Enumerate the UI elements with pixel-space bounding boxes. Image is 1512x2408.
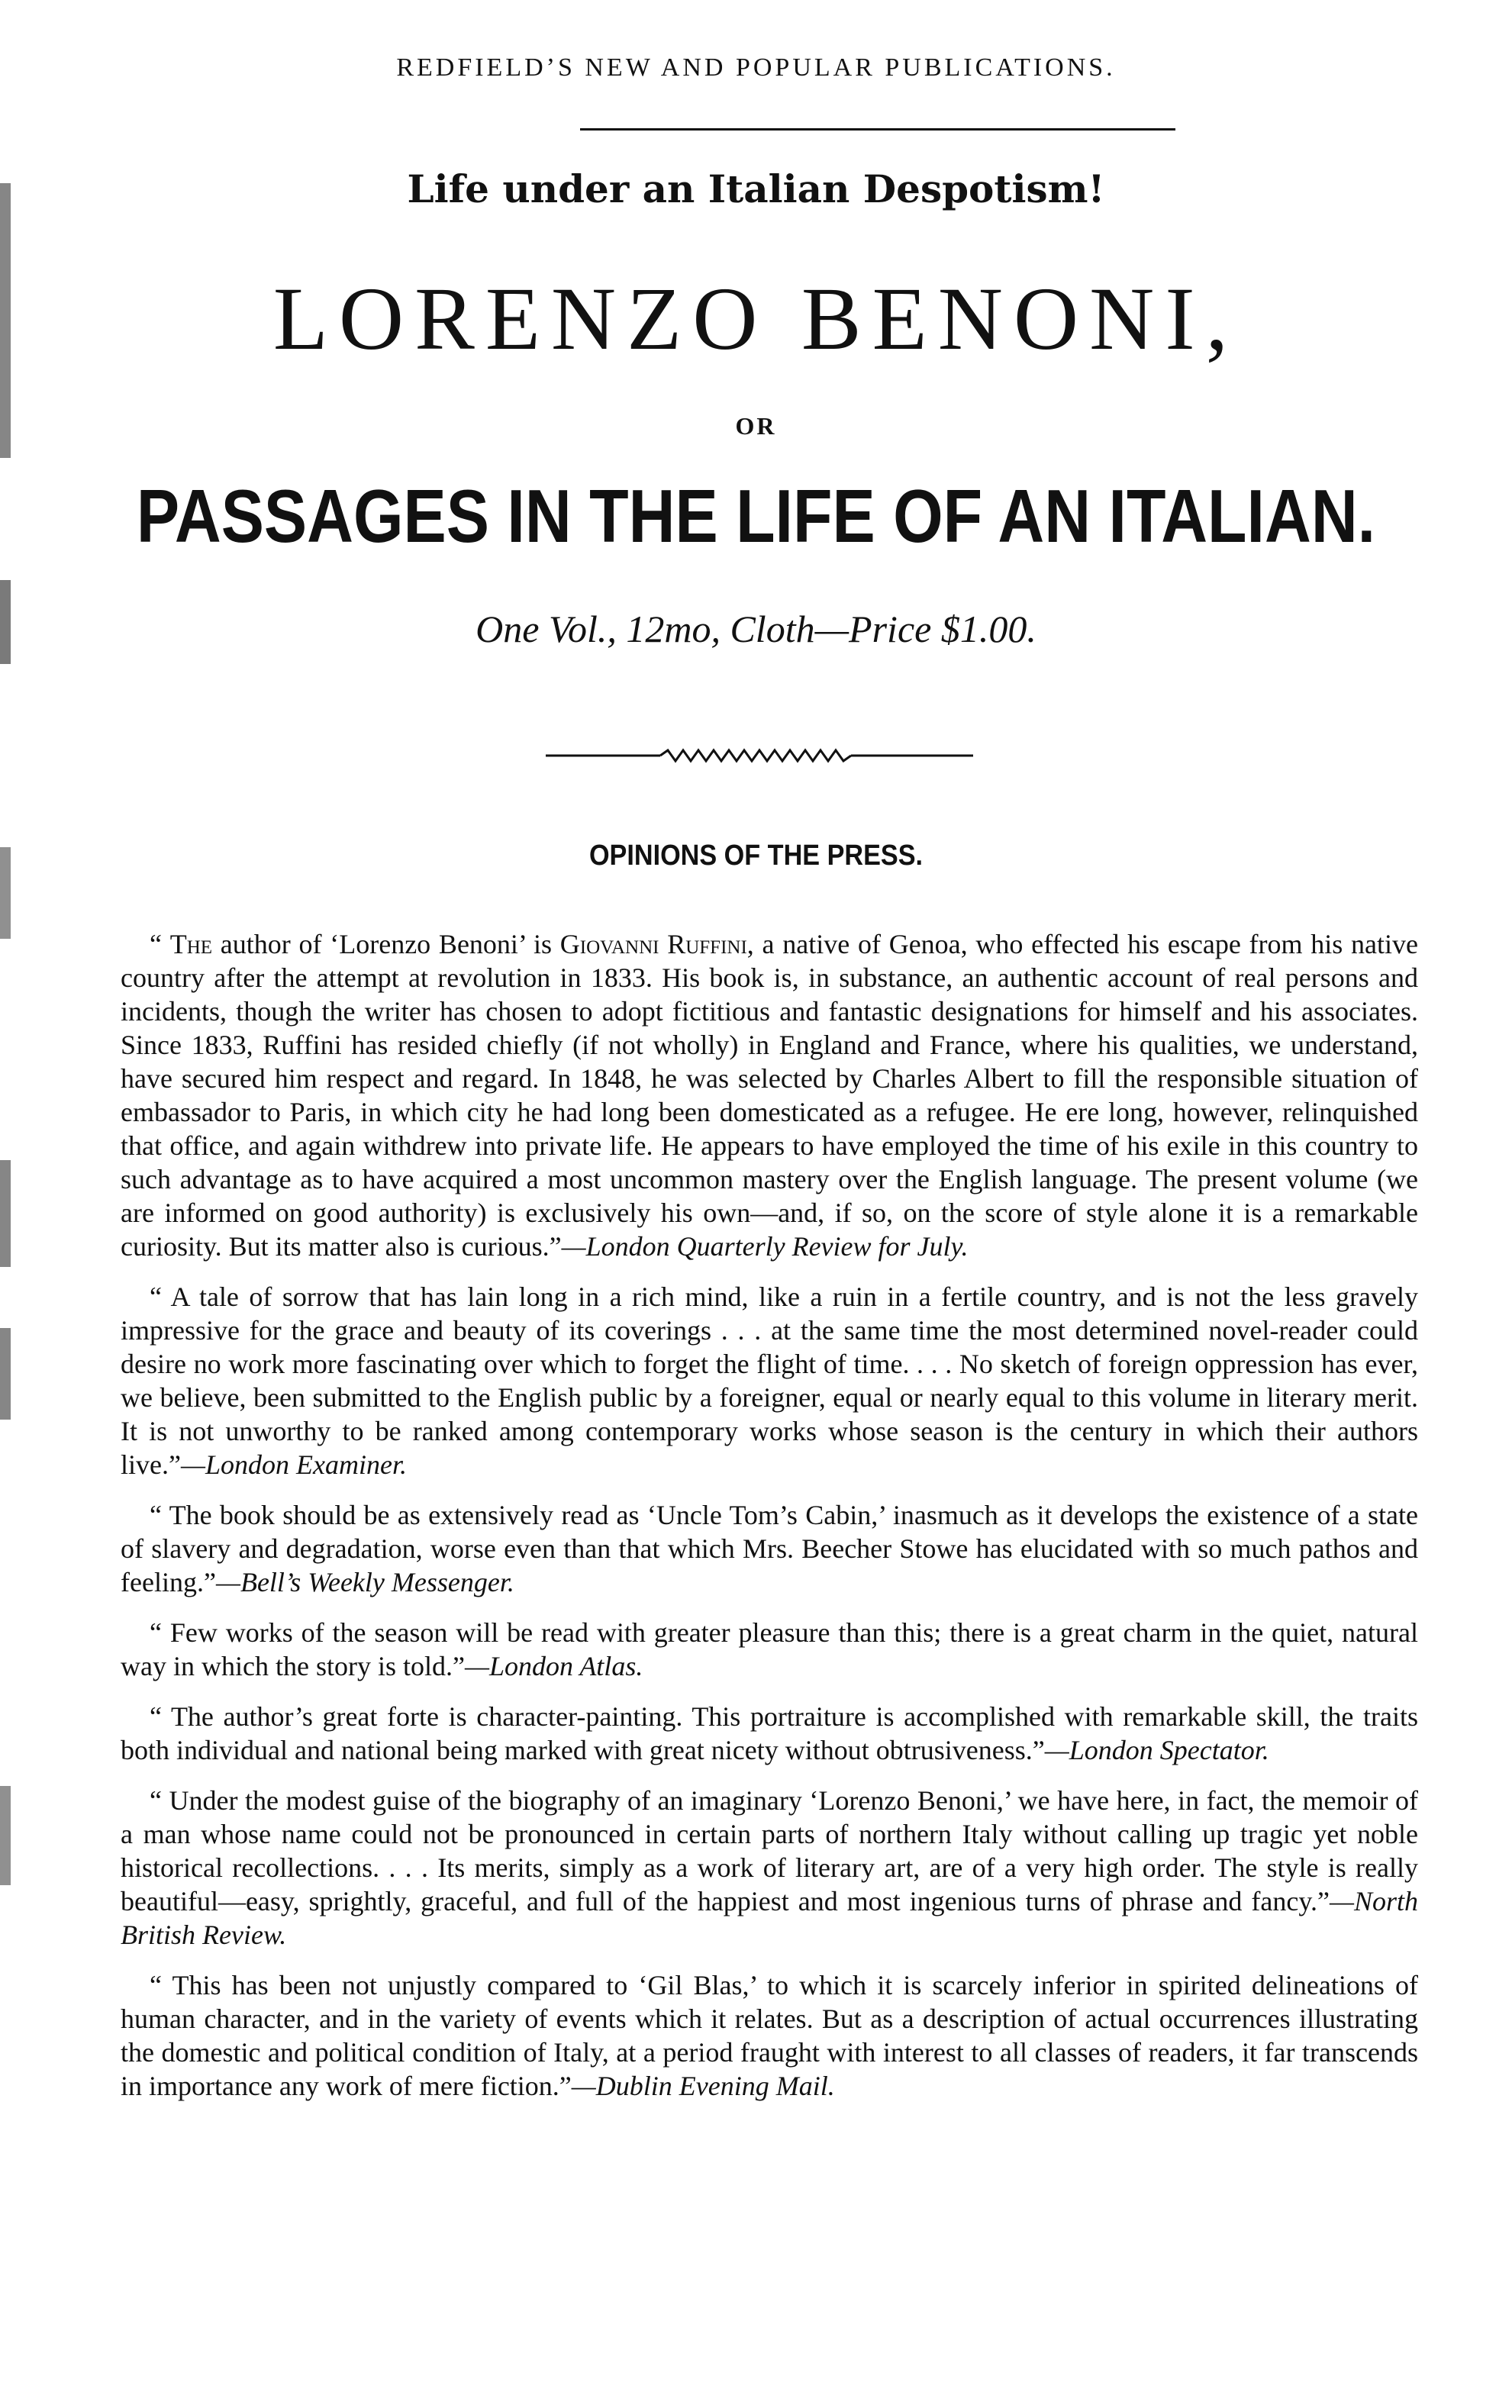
review-source: —London Spectator. <box>1044 1735 1269 1765</box>
wavy-rule-ornament <box>546 744 973 767</box>
scan-edge-mark <box>0 1786 11 1885</box>
review-quarterly: “ The author of ‘Lorenzo Benoni’ is Giovanni Ruffini, a native of Genoa, who effected his escape from his native country after the attempt at revolution in 1833. His book is, in substance, an authentic account of real persons and incidents, though the writer has chosen to adopt fictitious and fantastic designations for himself and his associates. Since 1833, Ruffini has resided chiefly (if not wholly) in England and France, where his qualities, we understand, have secured him respect and regard. In 1848, he was selected by Charles Albert to fill the responsible situation of embassador to Paris, in which city he had long been domesticated as a refugee. He ere long, however, relinquished that office, and again withdrew into private life. He appears to have employed the time of his exile in this country to such advantage as to have acquired a most uncommon mastery over the English language. The present volume (we are informed on good authority) is exclusively his own—and, if so, on the score of style alone it is a remarkable curiosity. But its matter also is curious.”—London Quarterly Review for July. <box>121 929 1419 1262</box>
header-rule <box>580 128 1175 131</box>
scan-edge-mark <box>0 1328 11 1420</box>
review-source: —Bell’s Weekly Messenger. <box>215 1567 514 1597</box>
review-source: —London Quarterly Review for July. <box>561 1231 969 1262</box>
section-heading: OPINIONS OF THE PRESS. <box>588 840 924 872</box>
review-source: —North British Review. <box>121 1886 1418 1950</box>
review-source: —Dublin Evening Mail. <box>571 2071 835 2101</box>
price-line: One Vol., 12mo, Cloth—Price $1.00. <box>476 608 1036 650</box>
review-dublin: “ This has been not unjustly compared to ‘Gil Blas,’ to which it is scarcely inferior in spirited delineations of human character, and in the variety of events which it relates. But as a description of actual occurrences illustrating the domestic and political condition of Italy, at a period fraught with interest to all classes of readers, it far transcends in importance any work of mere fiction.”—Dublin Evening Mail. <box>121 1970 1418 2101</box>
tagline: Life under an Italian Despotism! <box>407 166 1105 211</box>
review-spectator: “ The author’s great forte is character-painting. This portraiture is accomplished with remarkable skill, the traits both individual and national being marked with great nicety without obtrusiveness.”—London Spectator. <box>121 1701 1418 1765</box>
scan-edge-mark <box>0 847 11 939</box>
review-bells-weekly: “ The book should be as extensively read as ‘Uncle Tom’s Cabin,’ inasmuch as it develops the existence of a state of slavery and degradation, worse even than that which Mrs. Beecher Stowe has elucidated with so much pathos and feeling.”—Bell’s Weekly Messenger. <box>121 1500 1418 1597</box>
press-reviews <box>121 927 1418 2119</box>
title-conjunction: OR <box>735 412 777 440</box>
review-source: —London Atlas. <box>464 1651 643 1681</box>
scan-edge-mark <box>0 1160 11 1267</box>
review-source: —London Examiner. <box>180 1449 407 1480</box>
book-title: LORENZO BENONI, <box>272 269 1240 369</box>
review-atlas: “ Few works of the season will be read with greater pleasure than this; there is a great charm in the quiet, natural way in which the story is told.”—London Atlas. <box>121 1617 1418 1681</box>
author-name: Giovanni Ruffini <box>559 929 747 959</box>
review-north-british: “ Under the modest guise of the biography of an imaginary ‘Lorenzo Benoni,’ we have here, in fact, the memoir of a man whose name could not be pronounced in certain parts of northern Italy without calling up tragic yet noble historical recollections. . . . Its merits, simply as a work of literary art, are of a very high order. The style is really beautiful—easy, sprightly, graceful, and full of the happiest and most ingenious turns of phrase and fancy.”—North British Review. <box>121 1785 1418 1950</box>
review-examiner: “ A tale of sorrow that has lain long in a rich mind, like a ruin in a fertile country, and is not the less gravely impressive for the grace and beauty of its coverings . . . at the same time the most determined novel-reader could desire no work more fascinating over which to forget the flight of time. . . . No sketch of foreign oppression has ever, we believe, been submitted to the English public by a foreigner, equal or nearly equal to this volume in literary merit. It is not unworthy to be ranked among contemporary works whose season is the century in which their authors live.”—London Examiner. <box>121 1281 1418 1480</box>
book-subtitle: PASSAGES IN THE LIFE OF AN ITALIAN. <box>136 474 1376 558</box>
running-head: REDFIELD’S NEW AND POPULAR PUBLICATIONS. <box>396 53 1116 82</box>
